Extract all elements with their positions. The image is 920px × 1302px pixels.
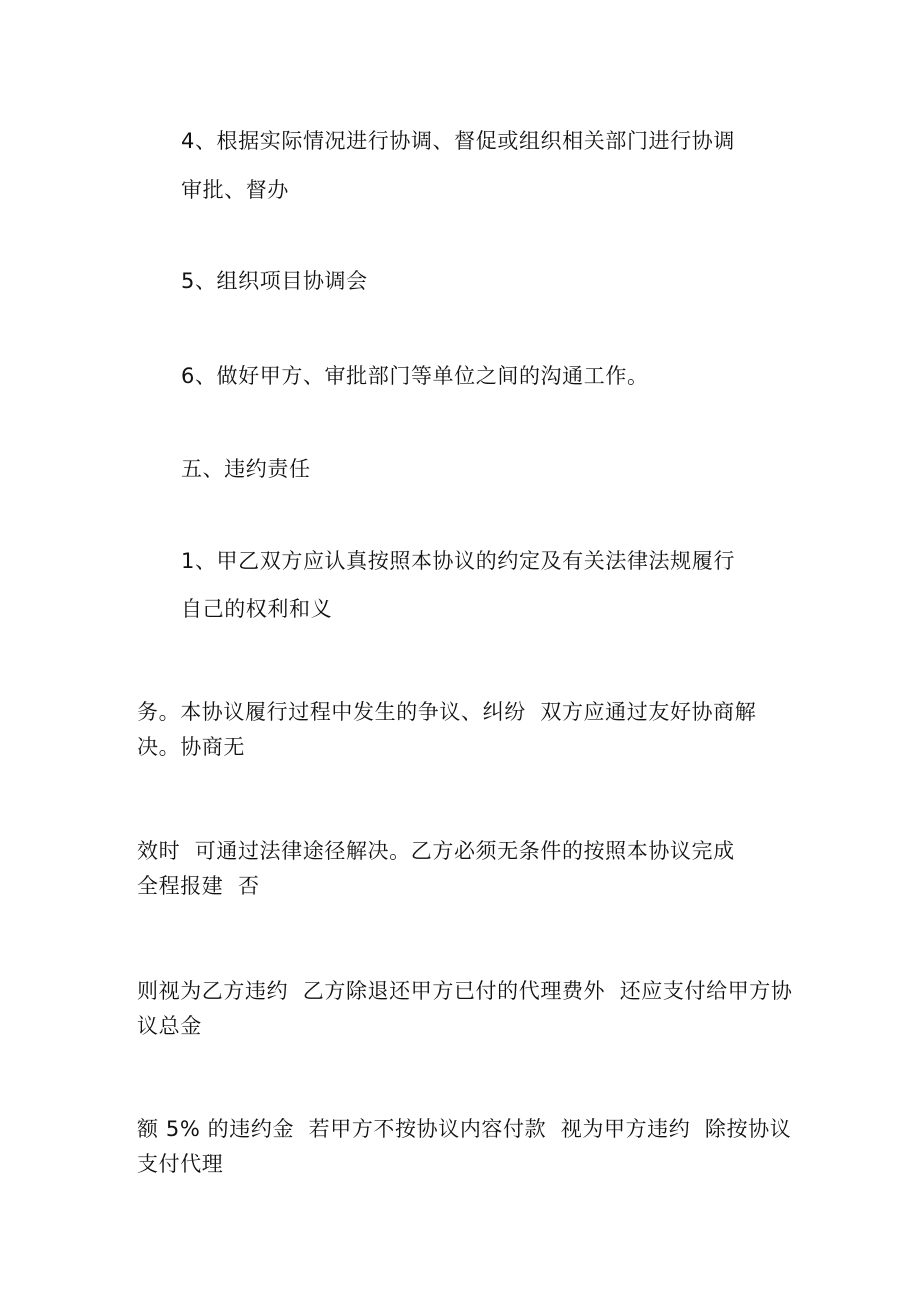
clause-6-line: 6、做好甲方、审批部门等单位之间的沟通工作。 [181,364,649,388]
paragraph-line-3: 效时 可通过法律途径解决。乙方必须无条件的按照本协议完成 [137,839,735,863]
paragraph-line-2: 决。协商无 [137,735,245,759]
clause-4-line-2: 审批、督办 [181,178,289,202]
breach-clause-1-line-2: 自己的权利和义 [181,597,333,621]
clause-5-line: 5、组织项目协调会 [181,269,368,293]
section-heading-breach-liability: 五、违约责任 [181,457,311,481]
paragraph-line-1: 务。本协议履行过程中发生的争议、纠纷 双方应通过友好协商解 [137,700,757,724]
paragraph-line-4: 全程报建 否 [137,874,260,898]
paragraph-line-5: 则视为乙方违约 乙方除退还甲方已付的代理费外 还应支付给甲方协 [137,979,793,1003]
clause-4-line-1: 4、根据实际情况进行协调、督促或组织相关部门进行协调 [181,129,735,153]
paragraph-line-7: 额 5% 的违约金 若甲方不按协议内容付款 视为甲方违约 除按协议 [137,1117,792,1141]
paragraph-line-6: 议总金 [137,1014,202,1038]
breach-clause-1-line-1: 1、甲乙双方应认真按照本协议的约定及有关法律法规履行 [181,549,735,573]
paragraph-line-8: 支付代理 [137,1152,224,1176]
